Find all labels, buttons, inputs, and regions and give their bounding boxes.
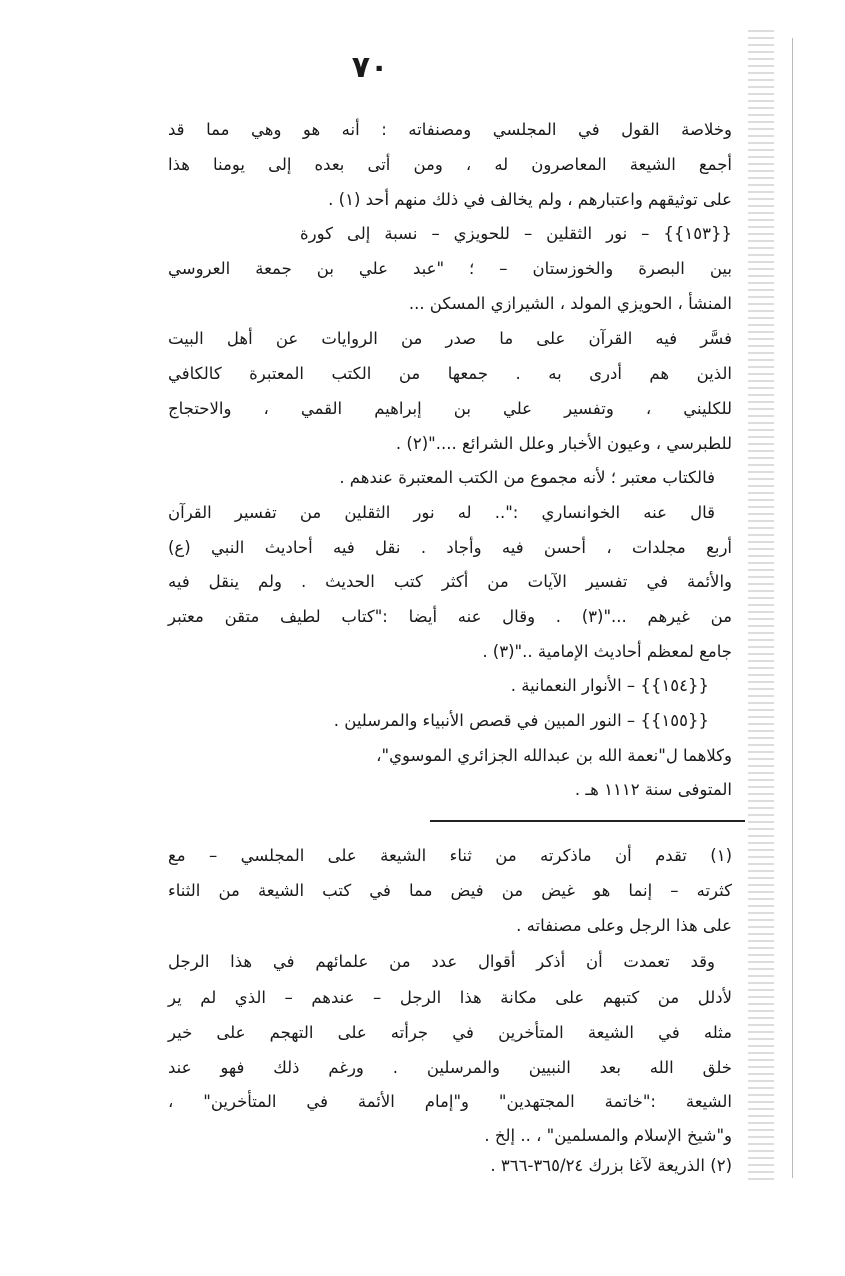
body-line: المنشأ ، الحويزي المولد ، الشيرازي المسكن ... <box>408 294 732 313</box>
body-line: وخلاصة القول في المجلسي ومصنفاته : أنه هو وهي مما قد <box>168 120 732 139</box>
binding-edge <box>748 30 774 1180</box>
body-line: بين البصرة والخوزستان – ؛ "عبد علي بن جمعة العروسي <box>168 259 732 278</box>
body-line: جامع لمعظم أحاديث الإمامية .."(٣) . <box>482 642 732 661</box>
binding-line <box>792 38 793 1178</box>
footnote-line: لأدلل من كتبهم على مكانة هذا الرجل – عندهم – الذي لم ير <box>168 988 732 1007</box>
body-line: قال عنه الخوانساري :".. له نور الثقلين من تفسير القرآن <box>168 503 715 522</box>
footnote-line: الشيعة :"خاتمة المجتهدين" و"إمام الأئمة في المتأخرين" ، <box>168 1092 732 1111</box>
footnote-line: على هذا الرجل وعلى مصنفاته . <box>516 916 732 935</box>
body-line: {{١٥٣}} – نور الثقلين – للحويزي – نسبة إلى كورة <box>300 224 732 243</box>
body-line: أربع مجلدات ، أحسن فيه وأجاد . نقل فيه أحاديث النبي (ع) <box>168 538 732 557</box>
body-line: وكلاهما ل"نعمة الله بن عبدالله الجزائري الموسوي"، <box>376 746 732 765</box>
body-line: للكليني ، وتفسير علي بن إبراهيم القمي ، والاحتجاج <box>168 399 732 418</box>
body-line: فسَّر فيه القرآن على ما صدر من الروايات عن أهل البيت <box>168 329 732 348</box>
footnote-line: و"شيخ الإسلام والمسلمين" ، .. إلخ . <box>484 1126 732 1145</box>
footnote-separator <box>430 820 745 822</box>
body-line: فالكتاب معتبر ؛ لأنه مجموع من الكتب المعتبرة عندهم . <box>339 468 715 487</box>
footnote-line: (١) تقدم أن ماذكرته من ثناء الشيعة على المجلسي – مع <box>168 846 732 865</box>
page-number: ٧٠ <box>351 50 389 85</box>
body-line: أجمع الشيعة المعاصرون له ، ومن أتى بعده إلى يومنا هذا <box>168 155 732 174</box>
body-line: {{١٥٥}} – النور المبين في قصص الأنبياء والمرسلين . <box>333 711 709 730</box>
footnote-line: مثله في الشيعة المتأخرين في جرأته على التهجم على خير <box>168 1023 732 1042</box>
body-line: للطبرسي ، وعيون الأخبار وعلل الشرائع ...."(٢) . <box>395 434 732 453</box>
body-line: الذين هم أدرى به . جمعها من الكتب المعتبرة كالكافي <box>168 364 732 383</box>
body-line: والأئمة في تفسير الآيات من أكثر كتب الحديث . ولم ينقل فيه <box>168 572 732 591</box>
body-line: من غيرهم ..."(٣) . وقال عنه أيضا :"كتاب لطيف متقن معتبر <box>168 607 732 626</box>
footnote-line: كثرته – إنما هو غيض من فيض مما في كتب الشيعة من الثناء <box>168 881 732 900</box>
body-line: {{١٥٤}} – الأنوار النعمانية . <box>510 676 709 695</box>
body-line: على توثيقهم واعتبارهم ، ولم يخالف في ذلك منهم أحد (١) . <box>328 190 732 209</box>
footnote-line: وقد تعمدت أن أذكر أقوال عدد من علمائهم في هذا الرجل <box>168 952 715 971</box>
footnote-line: (٢) الذريعة لآغا بزرك ٣٦٥/٢٤-٣٦٦ . <box>490 1156 732 1175</box>
body-line: المتوفى سنة ١١١٢ هـ . <box>574 780 732 799</box>
footnote-line: خلق الله بعد النبيين والمرسلين . ورغم ذلك فهو عند <box>168 1058 732 1077</box>
